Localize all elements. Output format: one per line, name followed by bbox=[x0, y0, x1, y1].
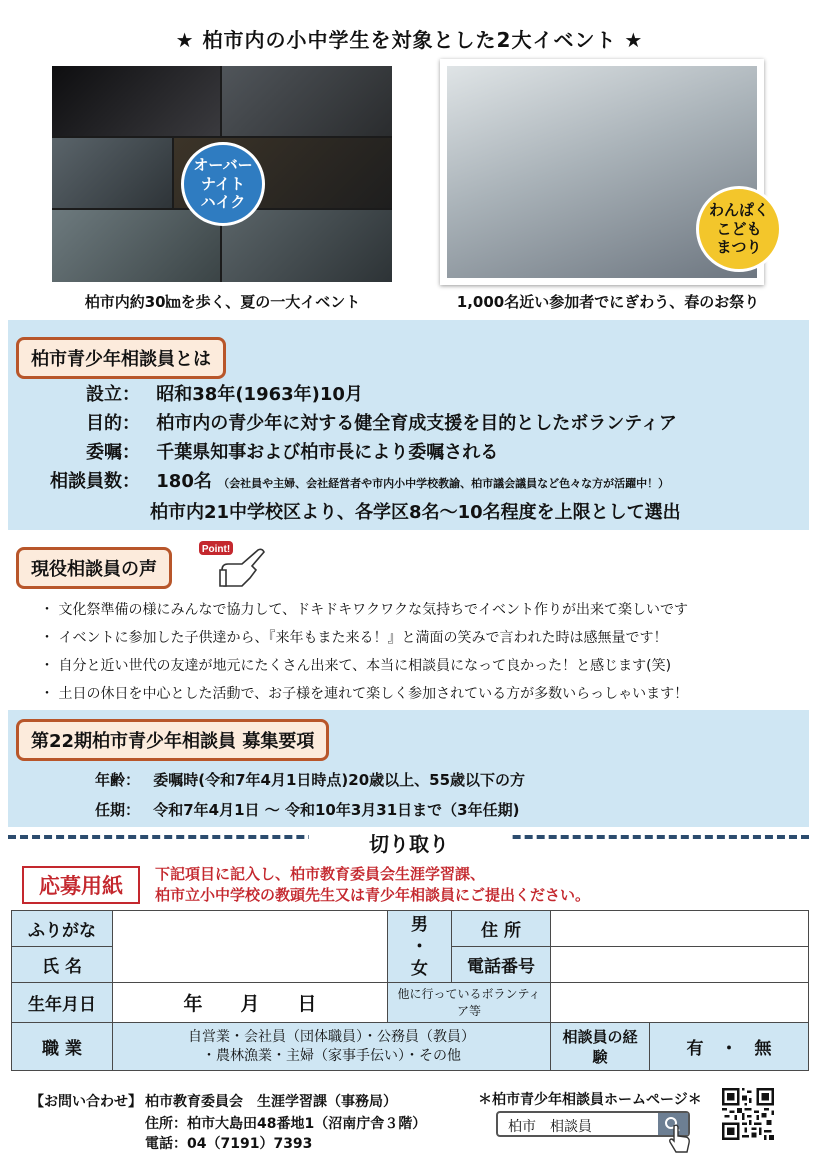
birthdate-label: 生年月日 bbox=[12, 983, 113, 1023]
point-label: Point! bbox=[201, 544, 231, 555]
about-section-title: 柏市青少年相談員とは bbox=[16, 337, 226, 379]
name-label: 氏 名 bbox=[12, 947, 113, 983]
phone-label: 電話番号 bbox=[452, 947, 551, 983]
birthdate-input[interactable]: 年 月 日 bbox=[113, 983, 388, 1023]
search-query: 柏市 相談員 bbox=[508, 1119, 592, 1135]
other-volunteer-label: 他に行っているボランティア等 bbox=[388, 983, 551, 1023]
form-title: 応募用紙 bbox=[22, 866, 140, 904]
about-row-established: 設立： 昭和38年(1963年)10月 bbox=[86, 384, 363, 405]
overnight-hike-caption: 柏市内約30㎞を歩く、夏の一大イベント bbox=[84, 293, 361, 311]
voice-item: ・ 文化祭準備の様にみんなで協力して、ドキドキワクワクな気持ちでイベント作りが出来て楽しいです bbox=[40, 602, 689, 618]
about-row-selection: 柏市内21中学校区より、各学区8名～10名程度を上限として選出 bbox=[150, 502, 681, 523]
recruit-row-term: 任期： 令和7年4月1日 ～ 令和10年3月31日まで（3年任期) bbox=[94, 801, 520, 819]
other-volunteer-input[interactable] bbox=[551, 983, 809, 1023]
kodomo-matsuri-badge: わんぱく こども まつり bbox=[696, 186, 782, 272]
voices-section-title: 現役相談員の声 bbox=[16, 547, 172, 589]
about-row-purpose: 目的： 柏市内の青少年に対する健全育成支援を目的としたボランティア bbox=[86, 413, 677, 434]
gender-select[interactable]: 男 ・ 女 bbox=[388, 911, 452, 983]
about-row-members: 相談員数： 180名 （会社員や主婦、会社経営者や市内小中学校教諭、柏市議会議員など色々な方が活躍中！） bbox=[50, 471, 670, 492]
experience-options[interactable]: 有 ・ 無 bbox=[650, 1023, 809, 1071]
address-label: 住 所 bbox=[452, 911, 551, 947]
overnight-hike-badge: オーバー ナイト ハイク bbox=[181, 142, 265, 226]
phone-input[interactable] bbox=[551, 947, 809, 983]
contact-label: 【お問い合わせ】 bbox=[30, 1094, 142, 1110]
voice-item: ・ 自分と近い世代の友達が地元にたくさん出来て、本当に相談員になって良かった！と感じます(笑) bbox=[40, 658, 672, 674]
experience-label: 相談員の経験 bbox=[551, 1023, 650, 1071]
about-row-commission: 委嘱： 千葉県知事および柏市長により委嘱される bbox=[86, 442, 499, 463]
recruit-row-age: 年齢： 委嘱時(令和7年4月1日時点)20歳以上、55歳以下の方 bbox=[94, 771, 526, 789]
voice-item: ・ 土日の休日を中心とした活動で、お子様を連れて楽しく参加されている方が多数いらっしゃいます！ bbox=[40, 686, 689, 702]
homepage-label: ＊柏市青少年相談員ホームページ＊ bbox=[478, 1092, 702, 1108]
occupation-options[interactable]: 自営業・会社員（団体職員）・公務員（教員） ・農林漁業・主婦（家事手伝い）・その他 bbox=[113, 1023, 551, 1071]
voice-item: ・ イベントに参加した子供達から、『来年もまた来る！』と満面の笑みで言われた時は感無量です！ bbox=[40, 630, 668, 646]
contact-office: 柏市教育委員会 生涯学習課（事務局） bbox=[145, 1094, 397, 1110]
name-input[interactable] bbox=[113, 911, 388, 983]
cut-label: 切り取り bbox=[309, 828, 509, 857]
pointer-hand-icon bbox=[668, 1124, 692, 1154]
furigana-label: ふりがな bbox=[12, 911, 113, 947]
recruit-section-title: 第22期柏市青少年相談員 募集要項 bbox=[16, 719, 329, 761]
form-instructions: 下記項目に記入し、柏市教育委員会生涯学習課、 柏市立小中学校の教頭先生又は青少年相談員にご提出ください。 bbox=[155, 865, 591, 904]
application-form bbox=[11, 910, 809, 1071]
qr-code[interactable] bbox=[722, 1088, 774, 1140]
contact-address: 住所：柏市大島田48番地1（沼南庁舎３階） bbox=[145, 1116, 427, 1132]
contact-phone: 電話：04（7191）7393 bbox=[145, 1136, 313, 1152]
address-input[interactable] bbox=[551, 911, 809, 947]
occupation-label: 職 業 bbox=[12, 1023, 113, 1071]
kodomo-matsuri-caption: 1,000名近い参加者でにぎわう、春のお祭り bbox=[456, 293, 760, 311]
page-headline: ★ 柏市内の小中学生を対象とした2大イベント ★ bbox=[175, 28, 644, 52]
search-box[interactable] bbox=[496, 1111, 690, 1137]
point-icon bbox=[198, 540, 268, 588]
